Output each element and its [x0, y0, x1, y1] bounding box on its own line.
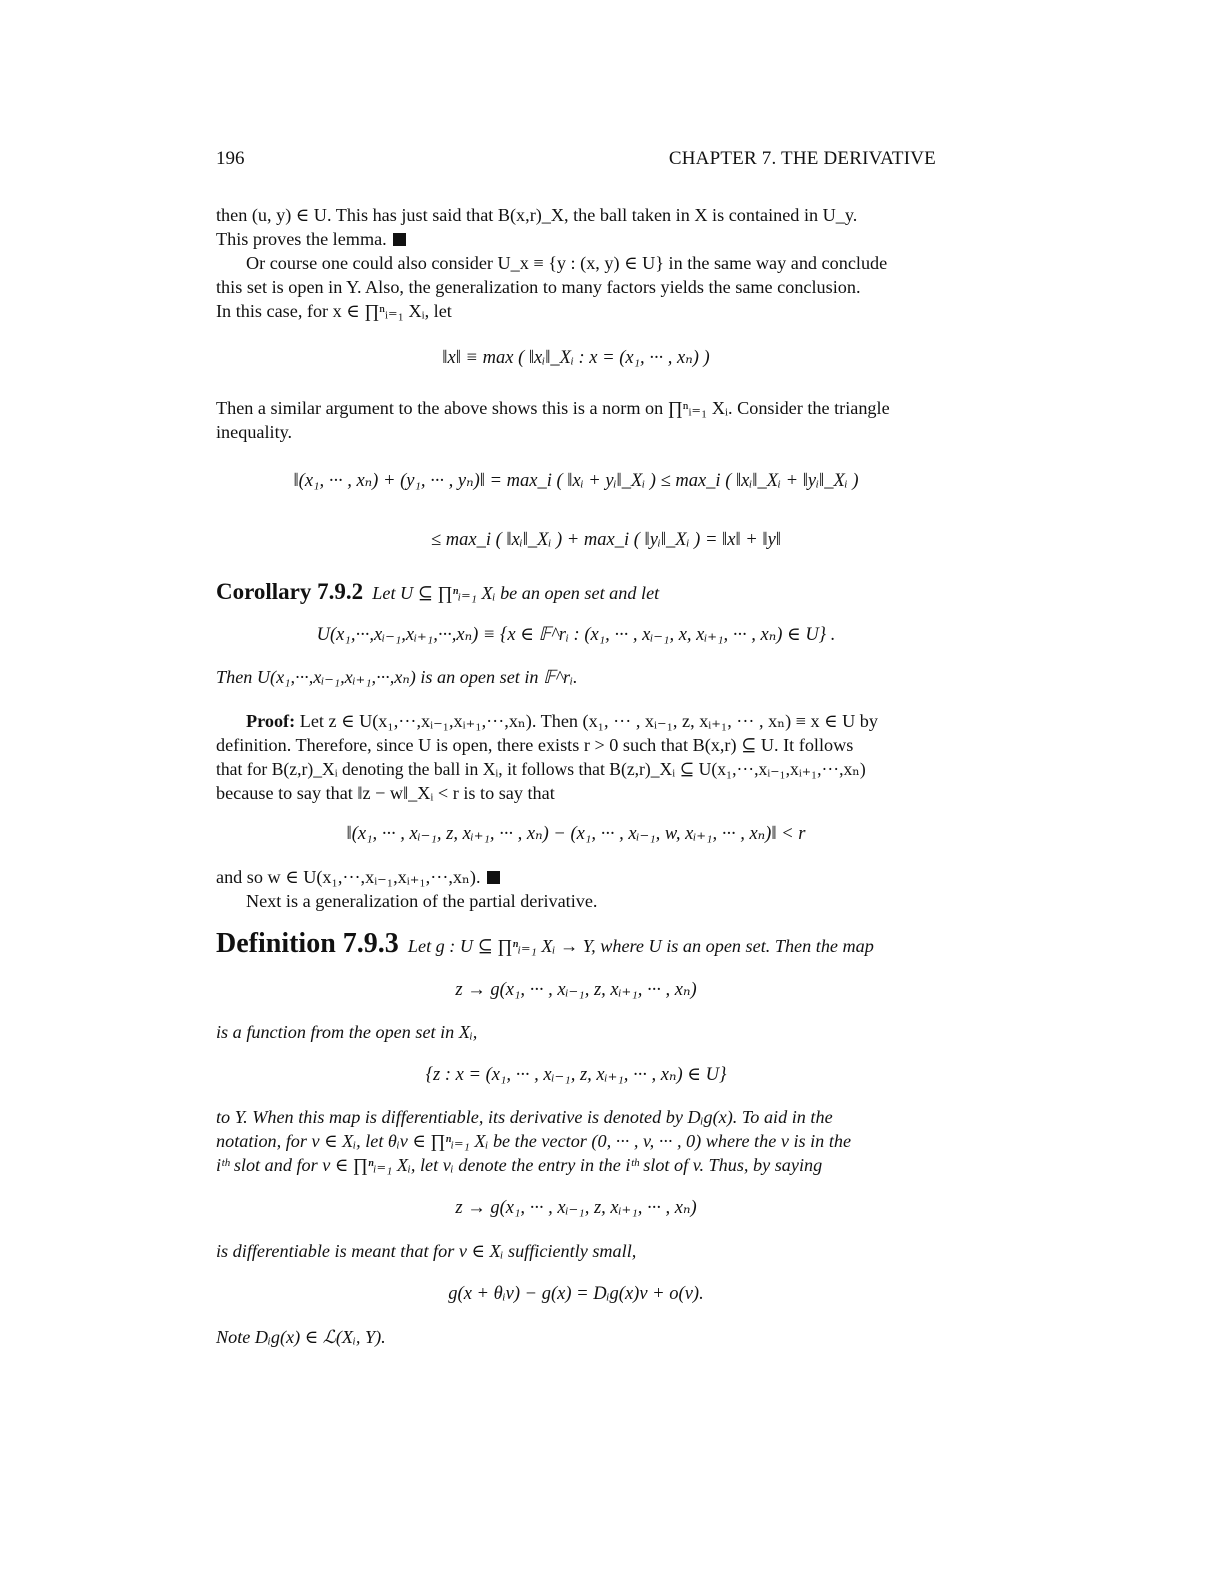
equation-partial-map: z → g(x₁, ··· , xᵢ₋₁, z, xᵢ₊₁, ··· , xₙ) [455, 980, 697, 1000]
corollary-label: Corollary 7.9.2 [216, 579, 364, 604]
definition-line: is a function from the open set in Xᵢ, [216, 1022, 478, 1042]
equation-partial-derivative: g(x + θᵢv) − g(x) = Dᵢg(x)v + o(v). [448, 1284, 704, 1304]
corollary-statement [216, 578, 936, 607]
equation-triangle-inequality-line2: ≤ max_i ( ‖xᵢ‖_Xᵢ ) + max_i ( ‖yᵢ‖_Xᵢ ) = ‖x‖ + ‖y‖ [430, 530, 781, 550]
definition-label: Definition 7.9.3 [216, 928, 399, 959]
paragraph-line: In this case, for x ∈ ∏ⁿᵢ₌₁ Xᵢ, let [216, 301, 452, 321]
proof-line: Proof: Let z ∈ U(x₁,···,xᵢ₋₁,xᵢ₊₁,···,xₙ). Then (x₁, ··· , xᵢ₋₁, z, xᵢ₊₁, ··· , xₙ) ≡ x ∈ U by [246, 711, 878, 731]
running-header [216, 148, 936, 172]
proof-line: definition. Therefore, since U is open, there exists r > 0 such that B(x,r) ⊆ U. It follows [216, 735, 854, 755]
definition-line: to Y. When this map is differentiable, its derivative is denoted by Dᵢg(x). To aid in the [216, 1107, 833, 1127]
qed-symbol [393, 233, 406, 246]
paragraph-line: this set is open in Y. Also, the generalization to many factors yields the same conclusion. [216, 277, 861, 297]
definition-note: Note Dᵢg(x) ∈ ℒ(Xᵢ, Y). [216, 1327, 386, 1347]
definition-text: Let g : U ⊆ ∏ⁿᵢ₌₁ Xᵢ → Y, where U is an open set. Then the map [407, 936, 874, 956]
equation-difference-norm: ‖(x₁, ··· , xᵢ₋₁, z, xᵢ₊₁, ··· , xₙ) − (x₁, ··· , xᵢ₋₁, w, xᵢ₊₁, ··· , xₙ)‖ < r [346, 824, 806, 844]
chapter-title: CHAPTER 7. THE DERIVATIVE [668, 148, 936, 169]
definition-line: is differentiable is meant that for v ∈ Xᵢ sufficiently small, [216, 1241, 637, 1261]
equation-triangle-inequality-line1: ‖(x₁, ··· , xₙ) + (y₁, ··· , yₙ)‖ = max_i ( ‖xᵢ + yᵢ‖_Xᵢ ) ≤ max_i ( ‖xᵢ‖_Xᵢ + ‖yᵢ‖_Xᵢ ) [293, 471, 859, 491]
paragraph-line: inequality. [216, 422, 293, 442]
definition-line: notation, for v ∈ Xᵢ, let θᵢv ∈ ∏ⁿᵢ₌₁ Xᵢ be the vector (0, ··· , v, ··· , 0) where the v is in the [216, 1131, 852, 1151]
paragraph-line: Then a similar argument to the above shows this is a norm on ∏ⁿᵢ₌₁ Xᵢ. Consider the triangle [216, 398, 890, 418]
paragraph-line: then (u, y) ∈ U. This has just said that B(x,r)_X, the ball taken in X is contained in U_y. [216, 205, 858, 225]
paragraph-line: Next is a generalization of the partial derivative. [246, 891, 598, 911]
corollary-text: Let U ⊆ ∏ⁿᵢ₌₁ Xᵢ be an open set and let [372, 583, 660, 603]
corollary-conclusion: Then U(x₁,···,xᵢ₋₁,xᵢ₊₁,···,xₙ) is an open set in 𝔽^rᵢ. [216, 667, 578, 687]
paragraph-line: Or course one could also consider U_x ≡ {y : (x, y) ∈ U} in the same way and conclude [246, 253, 888, 273]
equation-partial-map-repeat: z → g(x₁, ··· , xᵢ₋₁, z, xᵢ₊₁, ··· , xₙ) [455, 1198, 697, 1218]
proof-line: that for B(z,r)_Xᵢ denoting the ball in Xᵢ, it follows that B(z,r)_Xᵢ ⊆ U(x₁,···,xᵢ₋₁,xᵢ₊₁,···,xₙ) [216, 759, 866, 779]
proof-line: and so w ∈ U(x₁,···,xᵢ₋₁,xᵢ₊₁,···,xₙ). [216, 865, 936, 889]
qed-symbol [487, 871, 500, 884]
page-number: 196 [216, 148, 245, 169]
paragraph-line: This proves the lemma. [216, 227, 936, 251]
proof-label: Proof: [246, 711, 296, 731]
document-page [216, 0, 936, 1584]
equation-norm-definition: ‖x‖ ≡ max ( ‖xᵢ‖_Xᵢ : x = (x₁, ··· , xₙ) ) [442, 348, 710, 368]
equation-open-set: {z : x = (x₁, ··· , xᵢ₋₁, z, xᵢ₊₁, ··· , xₙ) ∈ U} [425, 1065, 727, 1085]
definition-line: iᵗʰ slot and for v ∈ ∏ⁿᵢ₌₁ Xᵢ, let vᵢ denote the entry in the iᵗʰ slot of v. Thus, by saying [216, 1155, 823, 1175]
equation-section-set: U(x₁,···,xᵢ₋₁,xᵢ₊₁,···,xₙ) ≡ {x ∈ 𝔽^rᵢ : (x₁, ··· , xᵢ₋₁, x, xᵢ₊₁, ··· , xₙ) ∈ U} . [316, 625, 836, 645]
definition-statement [216, 928, 936, 962]
proof-line: because to say that ‖z − w‖_Xᵢ < r is to say that [216, 783, 555, 803]
